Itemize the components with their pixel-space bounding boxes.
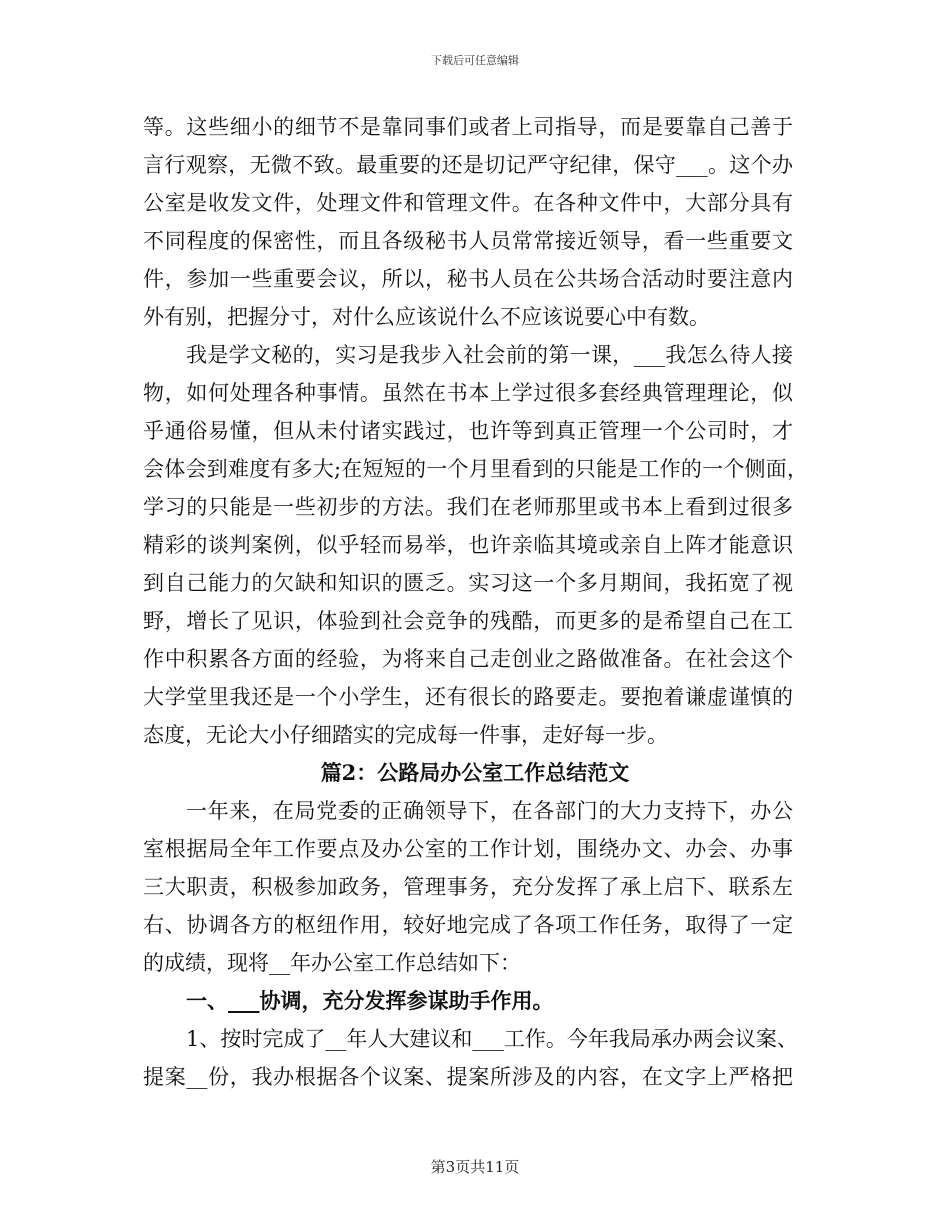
text-line: 学习的只能是一些初步的方法。我们在老师那里或书本上看到过很多 — [143, 495, 793, 519]
text-line: 室根据局全年工作要点及办公室的工作计划，围绕办文、办会、办事 — [143, 837, 793, 861]
text-line: 提案__份，我办根据各个议案、提案所涉及的内容，在文字上严格把 — [143, 1065, 793, 1089]
page-header: 下载后可任意编辑 — [431, 54, 519, 67]
text-line: 右、协调各方的枢纽作用，较好地完成了各项工作任务，取得了一定 — [143, 913, 793, 937]
text-line: 不同程度的保密性，而且各级秘书人员常常接近领导，看一些重要文 — [143, 229, 793, 253]
text-line: 我是学文秘的，实习是我步入社会前的第一课，___我怎么待人接 — [186, 343, 793, 367]
text-line: 1、按时完成了__年人大建议和___工作。今年我局承办两会议案、 — [186, 1027, 798, 1051]
text-line: 的成绩，现将__年办公室工作总结如下： — [143, 951, 521, 975]
text-line: 一年来，在局党委的正确领导下，在各部门的大力支持下，办公 — [186, 799, 793, 823]
text-line: 等。这些细小的细节不是靠同事们或者上司指导，而是要靠自己善于 — [143, 115, 793, 139]
text-line: 态度，无论大小仔细踏实的完成每一件事，走好每一步。 — [143, 723, 668, 747]
text-line: 会体会到难度有多大;在短短的一个月里看到的只能是工作的一个侧面， — [143, 457, 808, 481]
page-footer: 第3页共11页 — [430, 1158, 520, 1176]
text-line: 物，如何处理各种事情。虽然在书本上学过很多套经典管理理论，似 — [143, 381, 793, 405]
text-line: 精彩的谈判案例，似乎轻而易举，也许亲临其境或亲自上阵才能意识 — [143, 533, 793, 557]
section-title: 篇2：公路局办公室工作总结范文 — [320, 760, 630, 785]
text-line: 件，参加一些重要会议，所以，秘书人员在公共场合活动时要注意内 — [143, 267, 793, 291]
text-line: 大学堂里我还是一个小学生，还有很长的路要走。要抱着谦虚谨慎的 — [143, 685, 793, 709]
text-line: 到自己能力的欠缺和知识的匮乏。实习这一个多月期间，我拓宽了视 — [143, 571, 793, 595]
text-line: 作中积累各方面的经验，为将来自己走创业之路做准备。在社会这个 — [143, 647, 793, 671]
text-line: 公室是收发文件，处理文件和管理文件。在各种文件中，大部分具有 — [143, 191, 793, 215]
text-line: 外有别，把握分寸，对什么应该说什么不应该说要心中有数。 — [143, 305, 710, 329]
text-line: 言行观察，无微不致。最重要的还是切记严守纪律，保守___。这个办 — [143, 153, 793, 177]
text-line: 三大职责，积极参加政务，管理事务，充分发挥了承上启下、联系左 — [143, 875, 793, 899]
text-line: 乎通俗易懂，但从未付诸实践过，也许等到真正管理一个公司时，才 — [143, 419, 793, 443]
text-line: 野，增长了见识，体验到社会竞争的残酷，而更多的是希望自己在工 — [143, 609, 793, 633]
subheading: 一、___协调，充分发挥参谋助手作用。 — [186, 988, 554, 1013]
